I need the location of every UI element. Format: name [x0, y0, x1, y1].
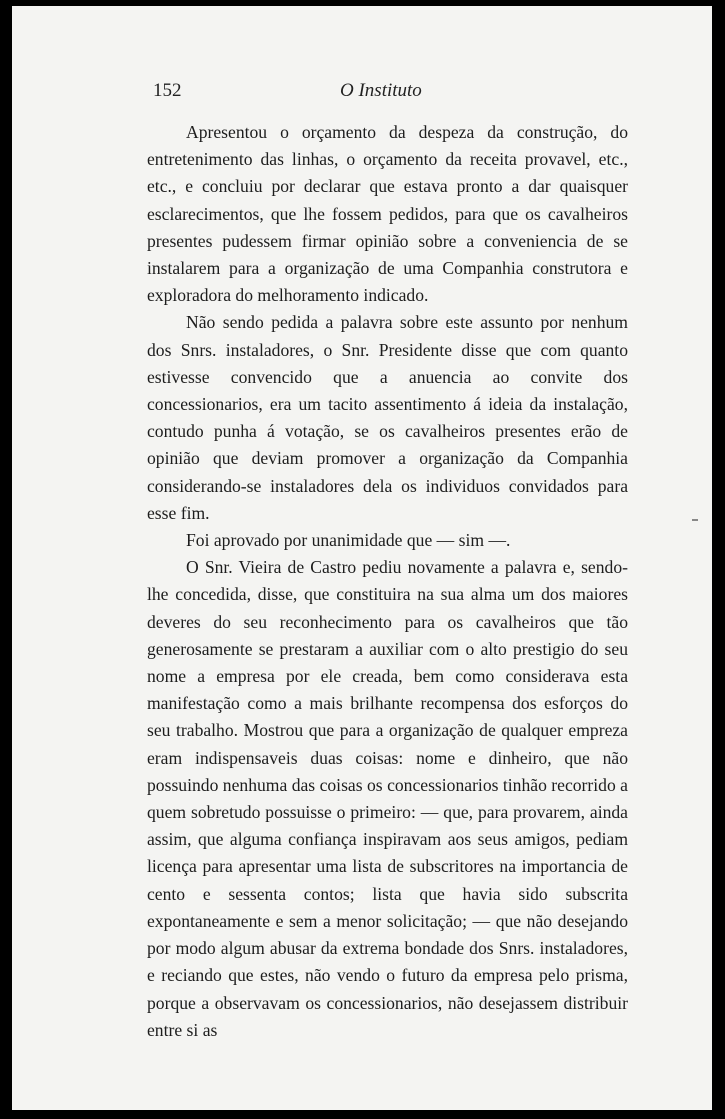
- margin-speck: [692, 519, 698, 521]
- body-text: [147, 119, 628, 1044]
- page-number: 152: [153, 80, 182, 101]
- paragraph-approval: Foi aprovado por unanimidade que — sim —.: [186, 530, 511, 551]
- page-header: [12, 6, 712, 26]
- paragraph-president-vote: Não sendo pedida a palavra sobre este assunto por nenhum dos Snrs. instaladores, o Snr. Presidente disse que com quanto estivesse convencido que a anuencia ao convite dos concessionarios, era um tacito assentimento á ideia da instalação, contudo punha á votação, se os cavalheiros presentes erão de opinião que deviam promover a organização da Companhia considerando-se instaladores dela os individuos convidados para esse fim.: [147, 312, 628, 523]
- paragraph-vieira-de-castro: O Snr. Vieira de Castro pediu novamente a palavra e, sendo-lhe concedida, disse, que constituira na sua alma um dos maiores deveres do seu reconhecimento para os cavalheiros que tão generosamente se prestaram a auxiliar com o alto prestigio do seu nome a empresa por ele creada, bem como considerava esta manifestação como a mais brilhante recompensa dos esforços do seu trabalho. Mostrou que para a organização de qualquer empreza eram indispensaveis duas coisas: nome e dinheiro, que não possuindo nenhuma das coisas os concessionarios tinhão recorrido a quem sobretudo possuisse o primeiro: — que, para provarem, ainda assim, que alguma confiança inspiravam aos seus amigos, pediam licença para apresentar uma lista de subscritores na importancia de cento e sessenta contos; lista que havia sido subscrita expontaneamente e sem a menor solicitação; — que não desejando por modo algum abusar da extrema bondade dos Snrs. instaladores, e reciando que estes, não vendo o futuro da empresa pelo prisma, porque a observavam os concessionarios, não desejassem distribuir entre si as: [147, 557, 628, 1040]
- running-title: O Instituto: [340, 80, 422, 101]
- book-page: [12, 6, 712, 1110]
- paragraph-budget-presentation: Apresentou o orçamento da despeza da construção, do entretenimento das linhas, o orçamento da receita provavel, etc., etc., e concluiu por declarar que estava pronto a dar quaisquer esclarecimentos, que lhe fossem pedidos, para que os cavalheiros presentes pudessem firmar opinião sobre a conveniencia de se instalarem para a organização de uma Companhia construtora e exploradora do melhoramento indicado.: [147, 122, 628, 306]
